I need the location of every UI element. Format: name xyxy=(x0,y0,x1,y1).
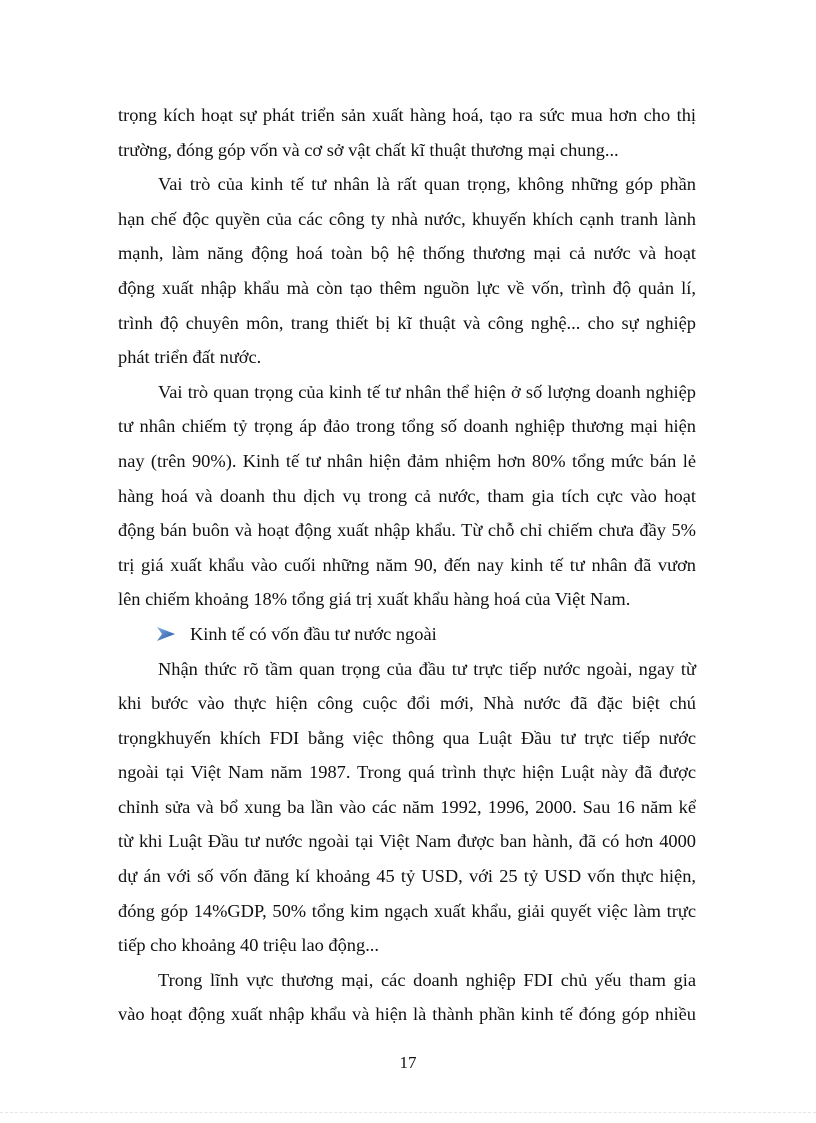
arrowhead-bullet-icon xyxy=(156,626,176,642)
text-line: trị giá xuất khẩu vào cuối những năm 90, đến nay kinh tế tư nhân đã vươn xyxy=(118,554,696,575)
text-line: từ khi Luật Đầu tư nước ngoài tại Việt Nam được ban hành, đã có hơn 4000 xyxy=(118,831,696,852)
page-bottom-rule xyxy=(0,1112,816,1113)
text-line: vào hoạt động xuất nhập khẩu và hiện là thành phần kinh tế đóng góp nhiều xyxy=(118,1004,696,1025)
text-line: đóng góp 14%GDP, 50% tổng kim ngạch xuất khẩu, giải quyết việc làm trực xyxy=(118,900,696,921)
text-line: nay (trên 90%). Kinh tế tư nhân hiện đảm nhiệm hơn 80% tổng mức bán lẻ xyxy=(118,450,696,471)
text-line: trọng kích hoạt sự phát triển sản xuất hàng hoá, tạo ra sức mua hơn cho thị xyxy=(118,105,696,125)
bullet-heading-text: Kinh tế có vốn đầu tư nước ngoài xyxy=(190,624,437,645)
text-line: Vai trò của kinh tế tư nhân là rất quan trọng, không những góp phần xyxy=(158,174,696,195)
text-line: động bán buôn và hoạt động xuất nhập khẩu. Từ chỗ chỉ chiếm chưa đầy 5% xyxy=(118,520,696,541)
text-line: ngoài tại Việt Nam năm 1987. Trong quá trình thực hiện Luật này đã được xyxy=(118,762,696,783)
paragraph-5 xyxy=(118,963,696,1032)
text-line: lên chiếm khoảng 18% tổng giá trị xuất khẩu hàng hoá của Việt Nam. xyxy=(118,589,631,610)
section-bullet-heading xyxy=(118,617,696,652)
paragraph-4 xyxy=(118,652,696,963)
text-line: hàng hoá và doanh thu dịch vụ trong cả nước, tham gia tích cực vào hoạt xyxy=(118,485,696,506)
text-line: trọngkhuyến khích FDI bằng việc thông qua Luật Đầu tư trực tiếp nước xyxy=(118,727,696,748)
text-line: Trong lĩnh vực thương mại, các doanh nghiệp FDI chủ yếu tham gia xyxy=(158,969,696,990)
paragraph-1 xyxy=(118,98,696,167)
text-line: tiếp cho khoảng 40 triệu lao động... xyxy=(118,935,379,956)
text-line: tư nhân chiếm tỷ trọng áp đảo trong tổng số doanh nghiệp thương mại hiện xyxy=(118,416,696,437)
text-line: trường, đóng góp vốn và cơ sở vật chất kĩ thuật thương mại chung... xyxy=(118,139,619,160)
text-line: Vai trò quan trọng của kinh tế tư nhân thể hiện ở số lượng doanh nghiệp xyxy=(158,381,696,402)
paragraph-2 xyxy=(118,167,696,375)
text-line: động xuất nhập khẩu mà còn tạo thêm nguồn lực về vốn, trình độ quản lí, xyxy=(118,277,696,298)
text-line: chỉnh sửa và bổ xung ba lần vào các năm 1992, 1996, 2000. Sau 16 năm kể xyxy=(118,796,696,817)
text-line: phát triển đất nước. xyxy=(118,347,262,368)
document-page xyxy=(118,98,696,1032)
text-line: hạn chế độc quyền của các công ty nhà nước, khuyến khích cạnh tranh lành xyxy=(118,208,696,229)
text-line: khi bước vào thực hiện công cuộc đổi mới, Nhà nước đã đặc biệt chú xyxy=(118,693,696,714)
text-line: Nhận thức rõ tầm quan trọng của đầu tư trực tiếp nước ngoài, ngay từ xyxy=(158,658,696,679)
text-line: mạnh, làm năng động hoá toàn bộ hệ thống thương mại cả nước và hoạt xyxy=(118,243,696,264)
text-line: dự án với số vốn đăng kí khoảng 45 tỷ USD, với 25 tỷ USD vốn thực hiện, xyxy=(118,866,696,887)
text-line: trình độ chuyên môn, trang thiết bị kĩ thuật và công nghệ... cho sự nghiệp xyxy=(118,312,696,333)
page-number: 17 xyxy=(399,1053,417,1072)
paragraph-3 xyxy=(118,375,696,617)
